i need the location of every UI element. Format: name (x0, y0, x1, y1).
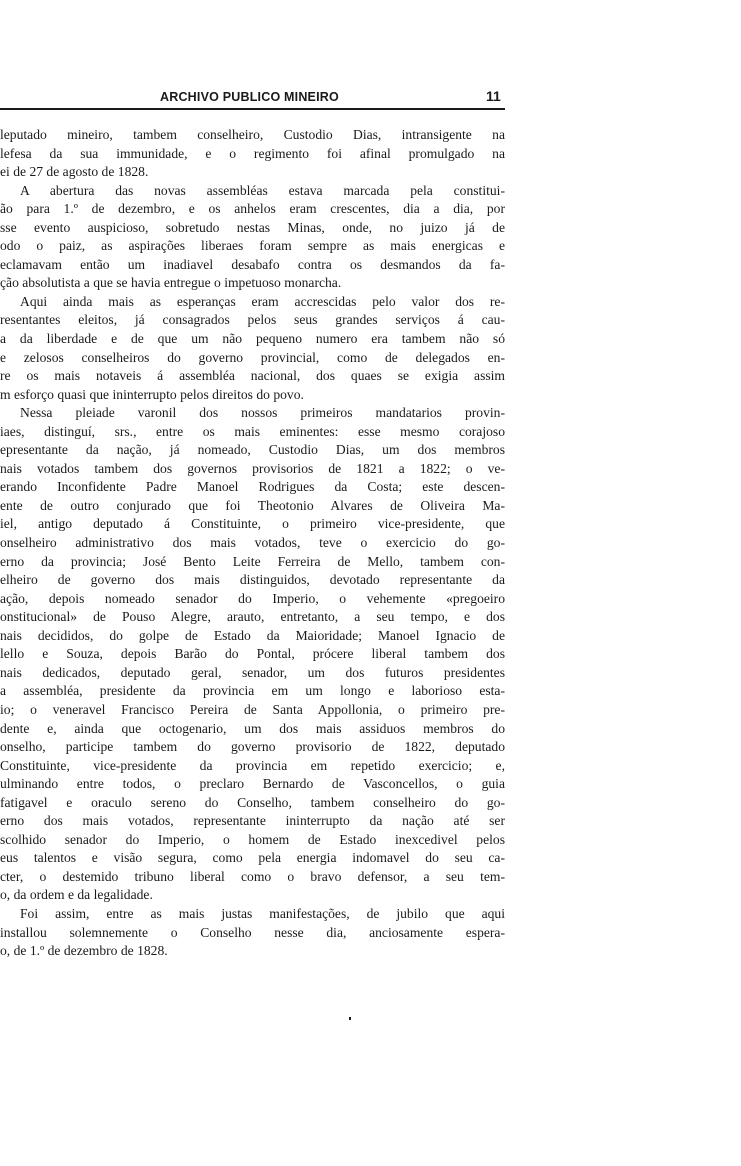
text-line: onselheiro administrativo dos mais votados, teve o exercicio do go- (0, 535, 505, 551)
text-line: installou solemnemente o Conselho nesse dia, anciosamente espera- (0, 924, 505, 940)
text-line: Constituinte, vice-presidente da provincia em repetido exercicio; e, (0, 757, 505, 773)
text-line: iaes, distinguí, srs., entre os mais eminentes: esse mesmo corajoso (0, 423, 505, 439)
text-line: scolhido senador do Imperio, o homem de Estado inexcedivel pelos (0, 831, 505, 847)
text-line: eclamavam então um inadiavel desabafo contra os desmandos da fa- (0, 256, 505, 272)
text-line: ação, depois nomeado senador do Imperio, o vehemente «pregoeiro (0, 590, 505, 606)
text-line: Aqui ainda mais as esperanças eram accrescidas pelo valor dos re- (20, 293, 505, 309)
text-line: nais votados tambem dos governos provisorios de 1821 a 1822; o ve- (0, 460, 505, 476)
text-line: ei de 27 de agosto de 1828. (0, 164, 149, 180)
running-head (0, 88, 505, 108)
page-number: 11 (486, 88, 501, 104)
text-line: e zelosos conselheiros do governo provincial, como de delegados en- (0, 349, 505, 365)
text-line: onselho, participe tambem do governo provisorio de 1822, deputado (0, 739, 505, 755)
text-line: m esforço quasi que ininterrupto pelos direitos do povo. (0, 386, 304, 402)
text-line: o, da ordem e da legalidade. (0, 887, 153, 903)
running-title: ARCHIVO PUBLICO MINEIRO (160, 90, 339, 104)
text-line: erando Inconfidente Padre Manoel Rodrigues da Costa; este descen- (0, 479, 505, 495)
text-line: odo o paiz, as aspirações liberaes foram sempre as mais energicas e (0, 238, 505, 254)
text-line: Nessa pleiade varonil dos nossos primeiros mandatarios provin- (20, 405, 505, 421)
text-line: onstitucional» de Pouso Alegre, arauto, entretanto, a seu tempo, e dos (0, 609, 505, 625)
text-line: iel, antigo deputado á Constituinte, o primeiro vice-presidente, que (0, 516, 505, 532)
text-line: re os mais notaveis á assembléa nacional, dos quaes se exigia assim (0, 368, 505, 384)
text-line: ente de outro conjurado que foi Theotonio Alvares de Oliveira Ma- (0, 497, 505, 513)
text-line: ão para 1.º de dezembro, e os anhelos eram crescentes, dia a dia, por (0, 201, 505, 217)
text-line: resentantes eleitos, já consagrados pelos seus grandes serviços á cau- (0, 312, 505, 328)
text-line: A abertura das novas assembléas estava marcada pela constitui- (20, 182, 505, 198)
text-line: nais decididos, do golpe de Estado da Maioridade; Manoel Ignacio de (0, 627, 505, 643)
text-line: a da liberdade e de que um não pequeno numero era tambem não só (0, 331, 505, 347)
text-line: cter, o destemido tribuno liberal como o bravo defensor, a seu tem- (0, 868, 505, 884)
text-line: lefesa da sua immunidade, e o regimento foi afinal promulgado na (0, 145, 505, 161)
text-line: erno dos mais votados, representante ininterrupto da nação até ser (0, 813, 505, 829)
text-line: leputado mineiro, tambem conselheiro, Custodio Dias, intransigente na (0, 127, 505, 142)
text-line: Foi assim, entre as mais justas manifestações, de jubilo que aqui (20, 905, 505, 921)
text-line: eus talentos e visão segura, como pela energia indomavel do seu ca- (0, 850, 505, 866)
text-line: fatigavel e oraculo sereno do Conselho, tambem conselheiro do go- (0, 794, 505, 810)
text-line: io; o veneravel Francisco Pereira de Santa Appollonia, o primeiro pre- (0, 701, 505, 717)
text-line: dente e, ainda que octogenario, um dos mais assiduos membros do (0, 720, 505, 736)
text-line: lello e Souza, depois Barão do Pontal, prócere liberal tambem dos (0, 646, 505, 662)
print-speck (349, 1017, 351, 1020)
text-line: ulminando entre todos, o preclaro Bernardo de Vasconcellos, o guia (0, 776, 505, 792)
text-line: a assembléa, presidente da provincia em um longo e laborioso esta- (0, 683, 505, 699)
text-line: elheiro de governo dos mais distinguidos, devotado representante da (0, 572, 505, 588)
text-line: epresentante da nação, já nomeado, Custodio Dias, um dos membros (0, 442, 505, 458)
text-line: ção absolutista a que se havia entregue o impetuoso monarcha. (0, 275, 342, 291)
body-text (0, 126, 505, 961)
text-line: sse evento auspicioso, sobretudo nestas Minas, onde, no juizo já de (0, 219, 505, 235)
text-line: o, de 1.º de dezembro de 1828. (0, 943, 168, 959)
text-line: erno da provincia; José Bento Leite Ferreira de Mello, tambem con- (0, 553, 505, 569)
header-rule (0, 108, 505, 110)
text-line: nais dedicados, deputado geral, senador, um dos futuros presidentes (0, 664, 505, 680)
